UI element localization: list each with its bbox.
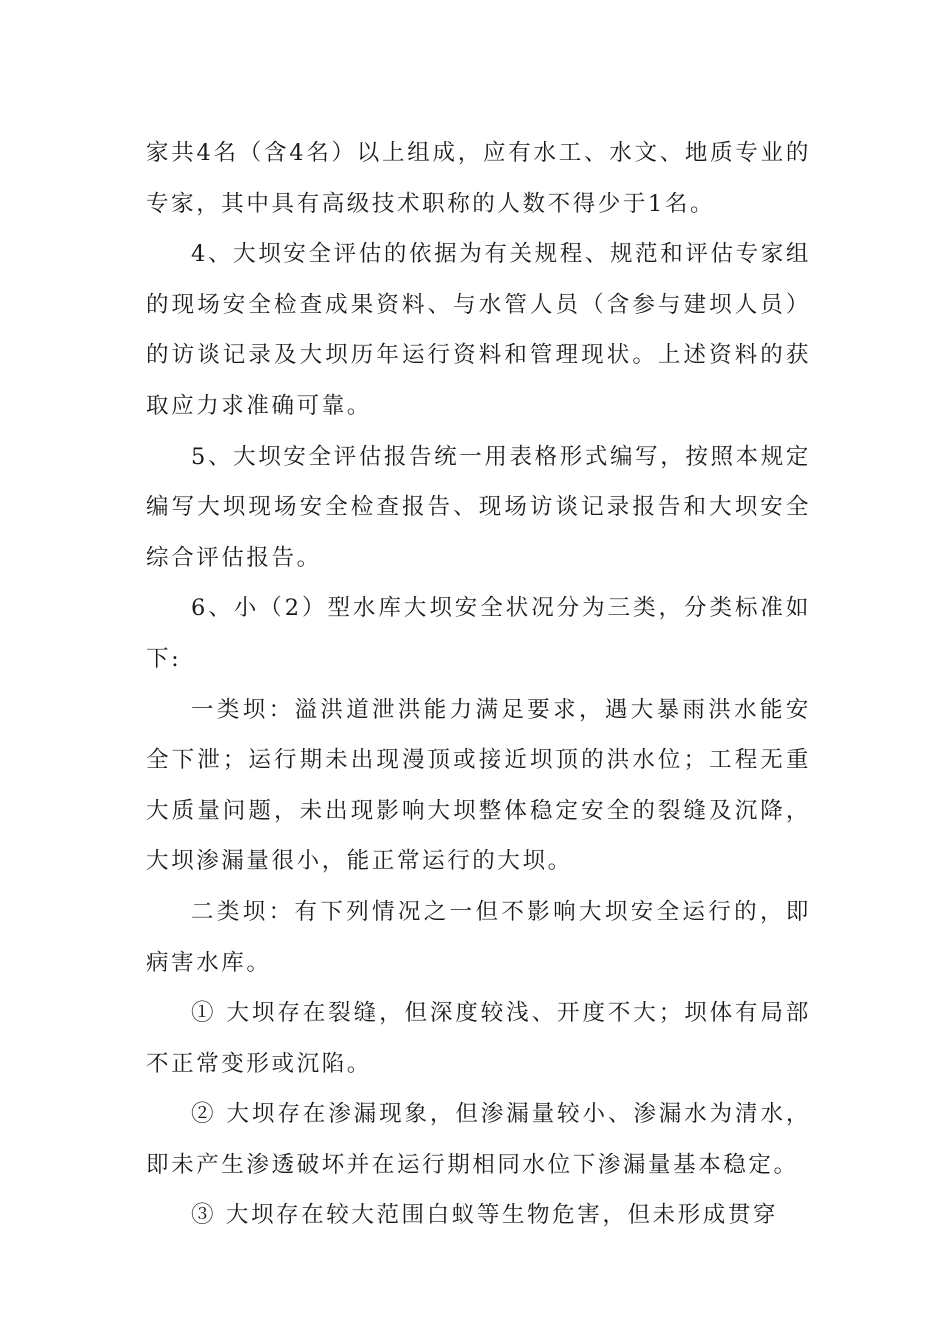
paragraph-condition-2: ② 大坝存在渗漏现象，但渗漏量较小、渗漏水为清水，即未产生渗透破坏并在运行期相同水位下渗漏量基本稳定。	[146, 1101, 811, 1178]
paragraph-item-4: 4、大坝安全评估的依据为有关规程、规范和评估专家组的现场安全检查成果资料、与水管人员（含参与建坝人员）的访谈记录及大坝历年运行资料和管理现状。上述资料的获取应力求准确可靠。	[146, 241, 811, 419]
paragraph-continuation: 家共4名（含4名）以上组成，应有水工、水文、地质专业的专家，其中具有高级技术职称的人数不得少于1名。	[146, 140, 811, 217]
paragraph-class-one-dam: 一类坝：溢洪道泄洪能力满足要求，遇大暴雨洪水能安全下泄；运行期未出现漫顶或接近坝顶的洪水位；工程无重大质量问题，未出现影响大坝整体稳定安全的裂缝及沉降，大坝渗漏量很小，能正常运行的大坝。	[146, 696, 811, 875]
paragraph-item-5: 5、大坝安全评估报告统一用表格形式编写，按照本规定编写大坝现场安全检查报告、现场访谈记录报告和大坝安全综合评估报告。	[146, 443, 811, 571]
document-body	[146, 128, 811, 1241]
paragraph-condition-3: ③ 大坝存在较大范围白蚁等生物危害，但未形成贯穿	[191, 1202, 779, 1229]
paragraph-condition-1: ① 大坝存在裂缝，但深度较浅、开度不大；坝体有局部不正常变形或沉陷。	[146, 1000, 811, 1077]
paragraph-item-6: 6、小（2）型水库大坝安全状况分为三类，分类标准如下:	[146, 595, 811, 672]
paragraph-class-two-dam: 二类坝：有下列情况之一但不影响大坝安全运行的，即病害水库。	[146, 898, 811, 976]
